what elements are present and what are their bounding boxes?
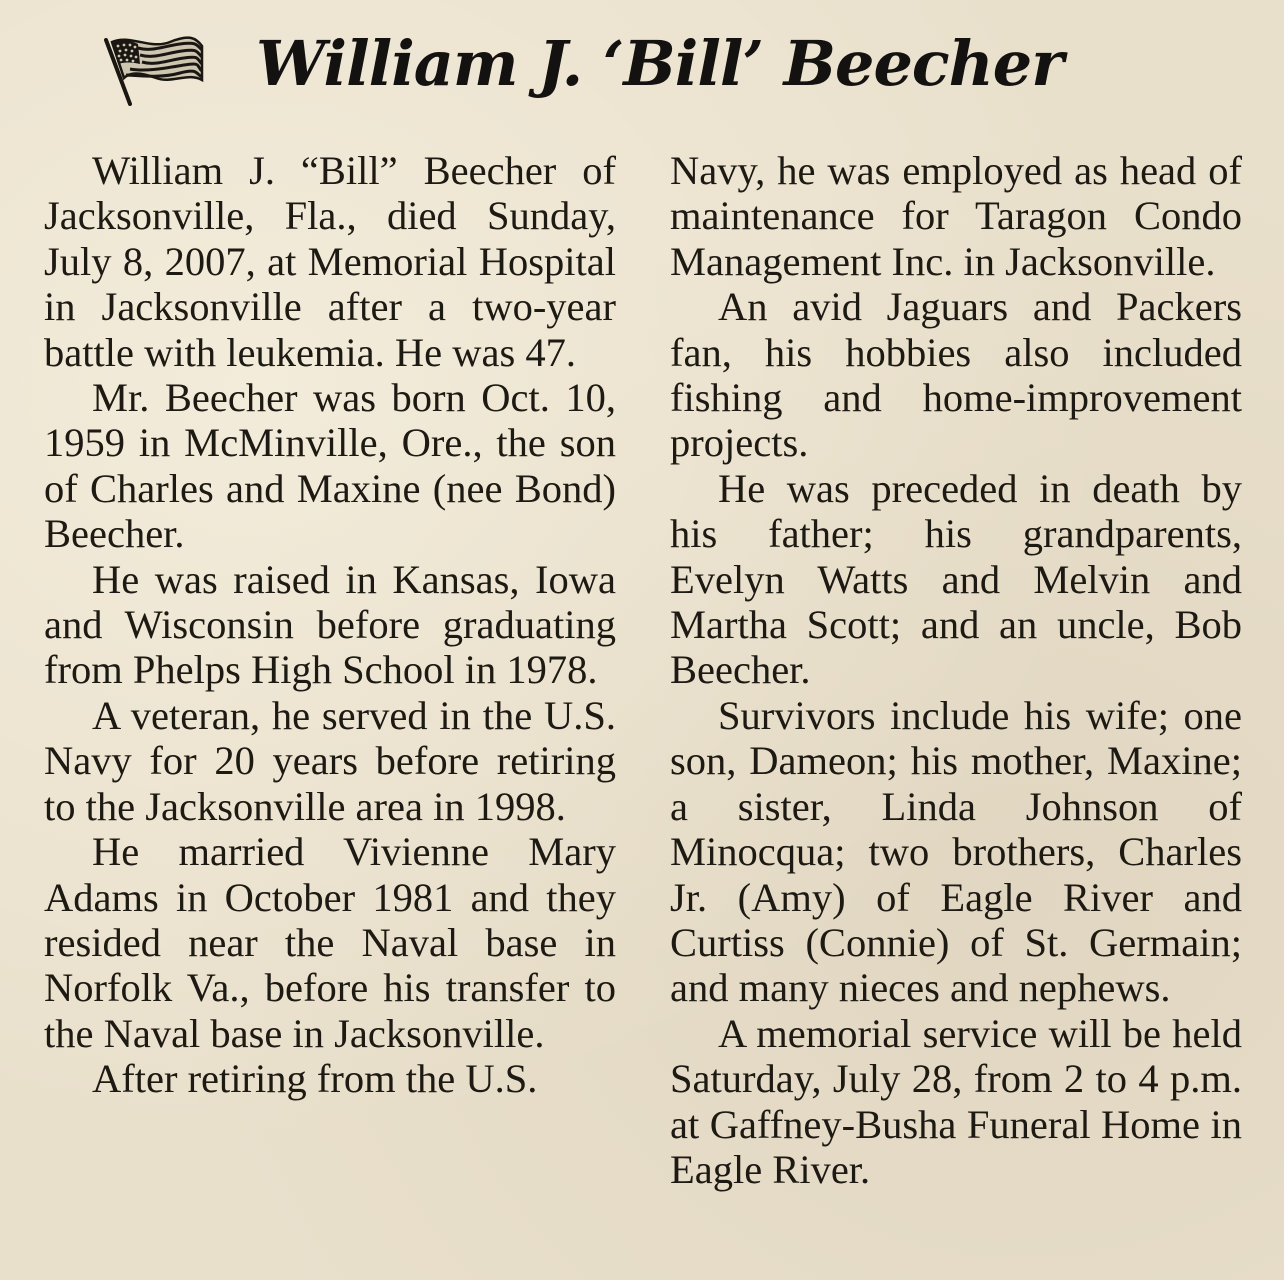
right-column [670,148,1242,1192]
paragraph-employment: Navy, he was employed as head of maintenance for Taragon Condo Management Inc. in Jacksonville. [670,148,1242,284]
paragraph-upbringing: He was raised in Kansas, Iowa and Wisconsin before graduating from Phelps High School in 1978. [44,556,616,693]
paragraph-death-notice: William J. “Bill” Beecher of Jacksonville, Fla., died Sunday, July 8, 2007, at Memorial Hospital in Jacksonville after a two-year battle with leukemia. He was 47. [44,148,616,375]
paragraph-survivors: Survivors include his wife; one son, Dameon; his mother, Maxine; a sister, Linda Johnson of Minocqua; two brothers, Charles Jr. (Amy) of Eagle River and Curtiss (Connie) of St. Germain; and many nieces and nephews. [670,692,1242,1011]
paragraph-marriage: He married Vivienne Mary Adams in October 1981 and they resided near the Naval base in Norfolk Va., before his transfer to the Naval base in Jacksonville. [44,829,616,1056]
obituary-header [0,18,1284,108]
paragraph-preceded-in-death: He was preceded in death by his father; his grandparents, Evelyn Watts and Melvin and Martha Scott; and an uncle, Bob Beecher. [670,465,1242,693]
paragraph-birth: Mr. Beecher was born Oct. 10, 1959 in McMinville, Ore., the son of Charles and Maxine (nee Bond) Beecher. [44,375,616,557]
paragraph-hobbies: An avid Jaguars and Packers fan, his hobbies also included fishing and home-improvement projects. [670,284,1242,466]
american-flag-icon [100,32,204,106]
obituary-title: William J. ‘Bill’ Beecher [256,27,1063,100]
paragraph-memorial-service: A memorial service will be held Saturday, July 28, from 2 to 4 p.m. at Gaffney-Busha Funeral Home in Eagle River. [670,1010,1242,1192]
paragraph-retirement-start: After retiring from the U.S. [92,1056,538,1102]
paragraph-military-service: A veteran, he served in the U.S. Navy for 20 years before retiring to the Jacksonville area in 1998. [44,692,616,829]
left-column [44,148,616,1102]
